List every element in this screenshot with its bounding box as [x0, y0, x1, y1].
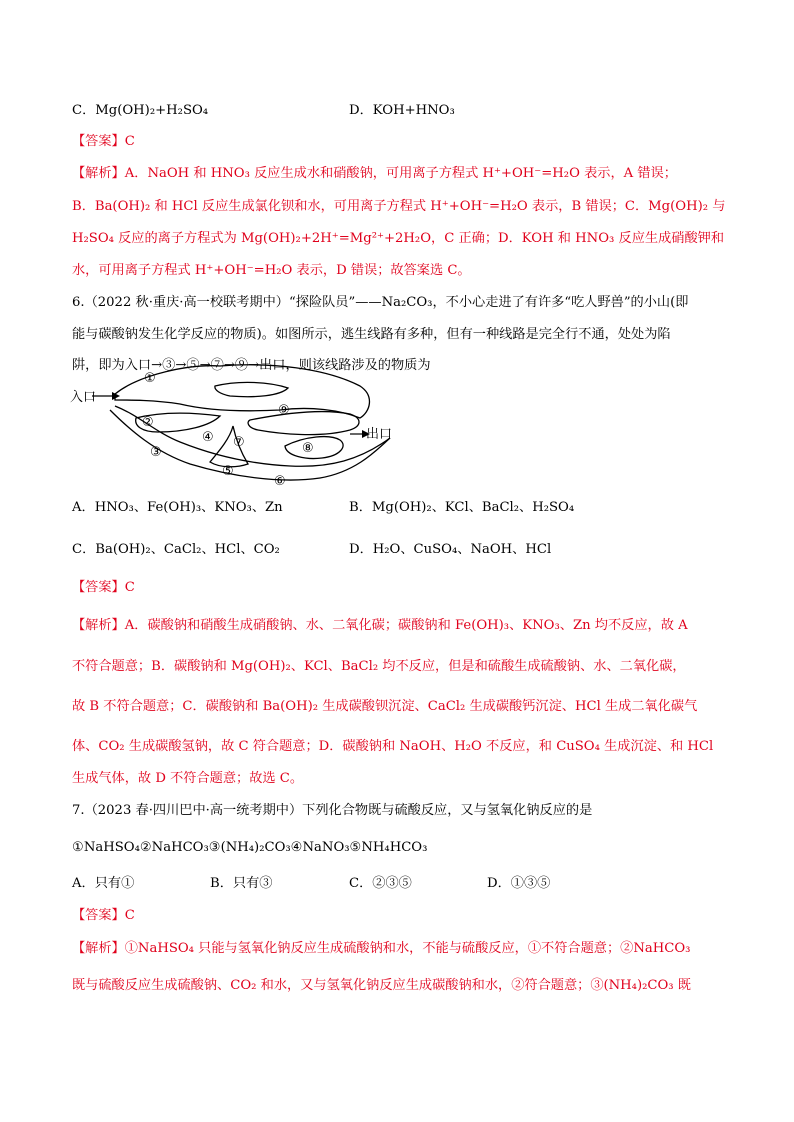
node-3: ③	[150, 445, 162, 460]
option-d-prev: D．KOH+HNO₃	[349, 103, 455, 118]
explanation-5-line3: H₂SO₄ 反应的离子方程式为 Mg(OH)₂+2H⁺=Mg²⁺+2H₂O，C 正确；D．KOH 和 HNO₃ 反应生成硝酸钾和	[72, 231, 725, 246]
node-7: ⑦	[233, 435, 245, 450]
explanation-6-line2: 不符合题意；B．碳酸钠和 Mg(OH)₂、KCl、BaCl₂ 均不反应，但是和硫酸生成硫酸钠、水、二氧化碳，	[72, 659, 686, 674]
node-4: ④	[202, 430, 214, 445]
answer-7: 【答案】C	[72, 908, 135, 923]
option-c-prev: C．Mg(OH)₂+H₂SO₄	[72, 103, 209, 118]
node-2: ②	[142, 415, 154, 430]
question-6-line2: 能与碳酸钠发生化学反应的物质)。如图所示，逃生线路有多种，但有一种线路是完全行不通，处处为陷	[72, 327, 671, 342]
escape-route-diagram	[70, 352, 400, 488]
node-8: ⑧	[302, 441, 314, 456]
question-6-line3: 阱，即为入口→③→⑤→⑦→⑨→出口，则该线路涉及的物质为	[72, 358, 431, 373]
explanation-6-line1: 【解析】A．碳酸钠和硝酸生成硝酸钠、水、二氧化碳；碳酸钠和 Fe(OH)₃、KNO₃、Zn 均不反应，故 A	[72, 618, 688, 633]
answer-6: 【答案】C	[72, 580, 135, 595]
q7-option-c: C．②③⑤	[349, 876, 412, 891]
q7-option-d: D．①③⑤	[487, 876, 551, 891]
answer-5: 【答案】C	[72, 134, 135, 149]
node-6: ⑥	[274, 474, 286, 488]
explanation-7-line1: 【解析】①NaHSO₄ 只能与氢氧化钠反应生成硫酸钠和水，不能与硫酸反应，①不符合题意；②NaHCO₃	[72, 941, 691, 956]
explanation-5-line1: 【解析】A．NaOH 和 HNO₃ 反应生成水和硝酸钠，可用离子方程式 H⁺+OH⁻=H₂O 表示，A 错误；	[72, 166, 677, 181]
explanation-5-line4: 水，可用离子方程式 H⁺+OH⁻=H₂O 表示，D 错误；故答案选 C。	[72, 263, 471, 278]
entry-label: 入口	[70, 390, 97, 405]
exit-label: 出口	[366, 427, 393, 442]
q6-option-a: A．HNO₃、Fe(OH)₃、KNO₃、Zn	[72, 500, 283, 515]
explanation-5-line2: B．Ba(OH)₂ 和 HCl 反应生成氯化钡和水，可用离子方程式 H⁺+OH⁻=H₂O 表示，B 错误；C．Mg(OH)₂ 与	[72, 199, 726, 214]
q7-option-a: A．只有①	[72, 876, 135, 891]
q6-option-c: C．Ba(OH)₂、CaCl₂、HCl、CO₂	[72, 542, 280, 557]
question-7-compounds: ①NaHSO₄②NaHCO₃③(NH₄)₂CO₃④NaNO₃⑤NH₄HCO₃	[72, 840, 428, 855]
question-7: 7.（2023 春·四川巴中·高一统考期中）下列化合物既与硫酸反应，又与氢氧化钠反应的是	[72, 803, 593, 818]
q6-option-d: D．H₂O、CuSO₄、NaOH、HCl	[349, 542, 552, 557]
node-1: ①	[144, 371, 156, 386]
question-6-line1: 6.（2022 秋·重庆·高一校联考期中）“探险队员”——Na₂CO₃，不小心走进了有许多“吃人野兽”的小山(即	[72, 295, 689, 310]
explanation-7-line2: 既与硫酸反应生成硫酸钠、CO₂ 和水，又与氢氧化钠反应生成碳酸钠和水，②符合题意；③(NH₄)₂CO₃ 既	[72, 978, 691, 993]
node-5: ⑤	[222, 464, 234, 479]
node-9: ⑨	[278, 403, 290, 418]
explanation-6-line3: 故 B 不符合题意；C．碳酸钠和 Ba(OH)₂ 生成碳酸钡沉淀、CaCl₂ 生成碳酸钙沉淀、HCl 生成二氧化碳气	[72, 699, 698, 714]
q7-option-b: B．只有③	[210, 876, 273, 891]
explanation-6-line5: 生成气体，故 D 不符合题意；故选 C。	[72, 771, 304, 786]
explanation-6-line4: 体、CO₂ 生成碳酸氢钠，故 C 符合题意；D．碳酸钠和 NaOH、H₂O 不反应，和 CuSO₄ 生成沉淀、和 HCl	[72, 739, 714, 754]
q6-option-b: B．Mg(OH)₂、KCl、BaCl₂、H₂SO₄	[349, 500, 575, 515]
